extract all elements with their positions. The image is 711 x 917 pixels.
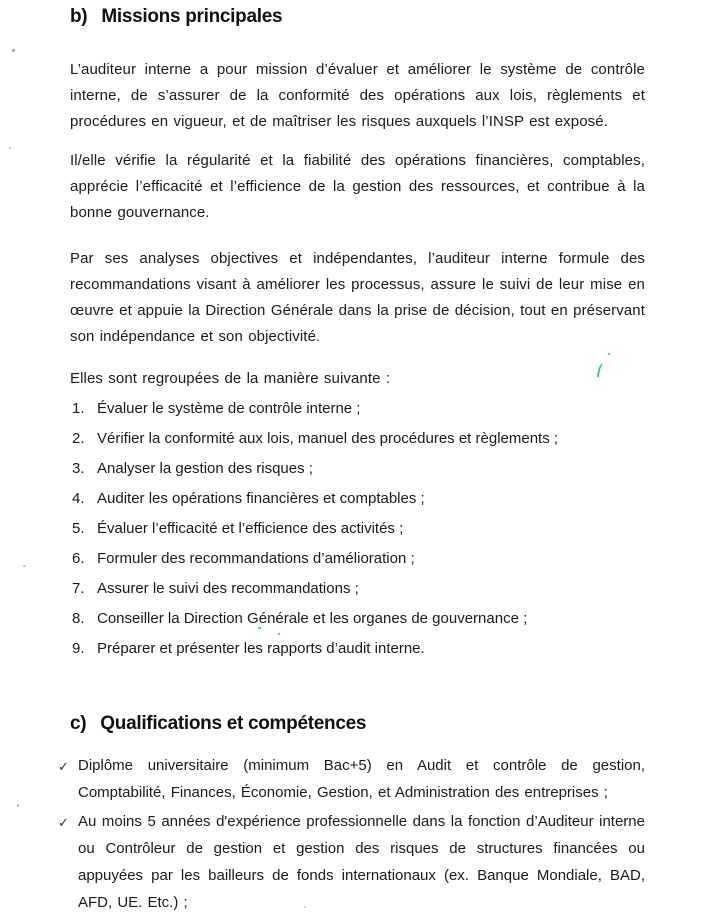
list-item-text: Analyser la gestion des risques ; [97, 460, 313, 477]
list-item-text: Vérifier la conformité aux lois, manuel des procédures et règlements ; [97, 430, 559, 447]
list-item [72, 516, 645, 542]
list-item [72, 546, 645, 572]
checkmark-icon: ✓ [58, 759, 69, 774]
scan-artifact-speck [17, 804, 19, 807]
list-item-number: 1. [72, 400, 85, 417]
list-item-number: 5. [72, 520, 85, 537]
scan-artifact-speck [12, 49, 15, 52]
list-item [72, 606, 645, 632]
list-item-text: Évaluer le système de contrôle interne ; [97, 400, 361, 417]
list-item [72, 576, 645, 602]
list-item-text: Préparer et présenter les rapports d’audit interne. [97, 640, 425, 657]
list-item-text: Évaluer l’efficacité et l’efficience des activités ; [97, 520, 404, 537]
list-item-text: Auditer les opérations financières et comptables ; [97, 490, 425, 507]
qualifications-list [58, 752, 645, 916]
paragraph-analyses-role: Par ses analyses objectives et indépendantes, l’auditeur interne formule des recommandations visant à améliorer les processus, assure le suivi de leur mise en œuvre et appuie la Direction Générale dans la prise de décision, tout en préservant son indépendance et son objectivité. [70, 250, 645, 345]
heading-title: Qualifications et compétences [100, 713, 367, 734]
list-item-number: 3. [72, 460, 85, 477]
document-content [58, 5, 645, 916]
section-heading-qualifications [70, 712, 645, 736]
list-item-number: 9. [72, 640, 85, 657]
heading-title: Missions principales [101, 6, 283, 27]
heading-marker: c) [70, 713, 87, 734]
list-item [72, 396, 645, 422]
list-intro: Elles sont regroupées de la manière suivante : [70, 370, 391, 387]
list-item-text: Formuler des recommandations d’amélioration ; [97, 550, 415, 567]
qualification-text: Diplôme universitaire (minimum Bac+5) en Audit et contrôle de gestion, Comptabilité, Finances, Économie, Gestion, et Administration des entreprises ; [78, 757, 645, 801]
list-item-number: 4. [72, 490, 85, 507]
list-item-number: 7. [72, 580, 85, 597]
list-item-number: 2. [72, 430, 85, 447]
list-item [72, 636, 645, 662]
heading-marker: b) [70, 6, 88, 27]
list-item-number: 6. [72, 550, 85, 567]
missions-numbered-list [70, 396, 645, 662]
paragraph-verification-role: Il/elle vérifie la régularité et la fiabilité des opérations financières, comptables, apprécie l’efficacité et l’efficience de la gestion des ressources, et contribue à la bonne gouvernance. [70, 152, 645, 221]
list-item [72, 456, 645, 482]
scan-artifact-speck [9, 147, 11, 149]
list-item-text: Conseiller la Direction Générale et les organes de gouvernance ; [97, 610, 528, 627]
list-item-number: 8. [72, 610, 85, 627]
qualification-text: Au moins 5 années d'expérience professionnelle dans la fonction d’Auditeur interne ou Contrôleur de gestion et gestion des risques de structures financées ou appuyées par les bailleurs de fonds internationaux (ex. Banque Mondiale, BAD, AFD, UE. Etc.) ; [78, 813, 645, 911]
list-item [72, 486, 645, 512]
section-heading-missions [70, 5, 645, 29]
checkmark-icon: ✓ [58, 815, 69, 830]
list-item [72, 426, 645, 452]
list-item-text: Assurer le suivi des recommandations ; [97, 580, 359, 597]
qualification-item [58, 752, 645, 806]
scan-artifact-speck [23, 565, 26, 567]
paragraph-mission-overview: L’auditeur interne a pour mission d’évaluer et améliorer le système de contrôle interne, de s’assurer de la conformité des opérations aux lois, règlements et procédures en vigueur, et de maîtriser les risques auxquels l’INSP est exposé. [70, 61, 645, 130]
qualification-item [58, 808, 645, 916]
